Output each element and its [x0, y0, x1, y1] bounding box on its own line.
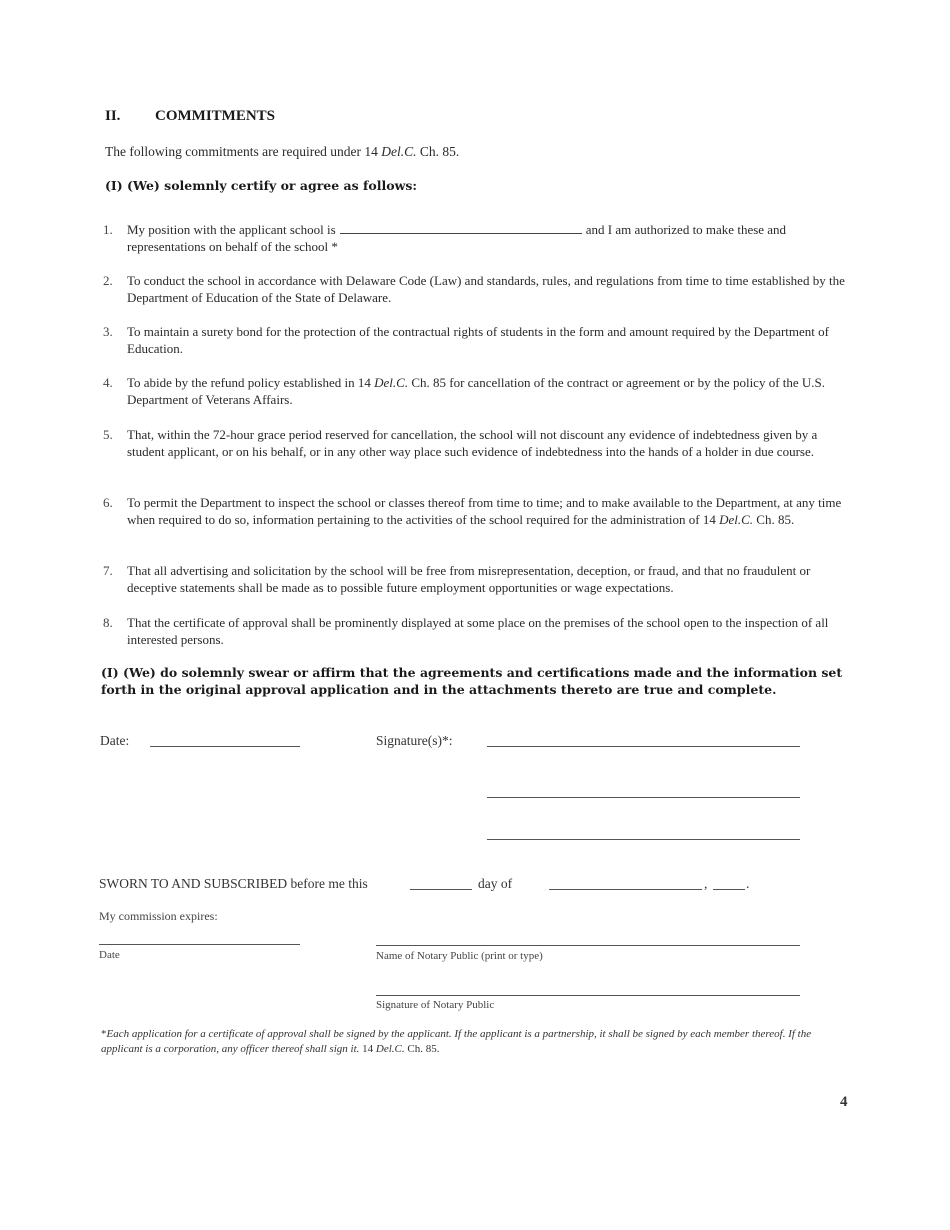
- item-text: and I am authorized to make these and representations on behalf of the school *: [127, 222, 787, 254]
- signature-line-3[interactable]: [487, 839, 800, 840]
- item-cite: Del.C.: [719, 512, 754, 527]
- commitment-item-4: [103, 374, 848, 408]
- notary-signature-line[interactable]: [376, 995, 800, 996]
- signature-line-2[interactable]: [487, 797, 800, 798]
- commitment-item-6: [103, 494, 848, 528]
- footnote: [101, 1027, 851, 1057]
- footnote-cite: Del.C.: [375, 1043, 405, 1055]
- commitment-item-7: [103, 562, 848, 596]
- item-text: To permit the Department to inspect the school or classes thereof from time to time; and to make available to the Department, at any time when required to do so, information pertaining to the activities of the school required for the administration of 14: [127, 495, 842, 527]
- commitment-item-8: [103, 614, 848, 648]
- section-title: COMMITMENTS: [155, 108, 275, 124]
- sworn-text: SWORN TO AND SUBSCRIBED before me this: [99, 876, 368, 891]
- item-number: 1.: [103, 222, 113, 237]
- commission-date-line[interactable]: [99, 944, 300, 945]
- commitment-item-1: [103, 221, 848, 255]
- commitment-item-2: [103, 272, 848, 306]
- position-input-line[interactable]: [340, 221, 582, 234]
- item-number: 5.: [103, 427, 113, 442]
- notary-name-caption: Name of Notary Public (print or type): [376, 950, 543, 962]
- date-label: Date:: [100, 733, 130, 748]
- item-cite: Del.C.: [374, 375, 409, 390]
- item-text: To maintain a surety bond for the protection of the contractual rights of students in the form and amount required by the Department of Education.: [127, 324, 829, 356]
- date-input-line[interactable]: [150, 746, 300, 747]
- page-number: 4: [840, 1094, 848, 1110]
- sworn-day-of: day of: [478, 876, 513, 891]
- footnote-post: Ch. 85.: [404, 1043, 440, 1055]
- sworn-period: .: [746, 876, 750, 891]
- item-text: That the certificate of approval shall be prominently displayed at some place on the premises of the school open to the inspection of all interested persons.: [127, 615, 829, 647]
- item-number: 3.: [103, 324, 113, 339]
- item-text: Ch. 85.: [753, 512, 795, 527]
- section-heading: [105, 108, 275, 125]
- item-text: To abide by the refund policy established in 14: [127, 375, 375, 390]
- item-number: 7.: [103, 563, 113, 578]
- sworn-year-line[interactable]: [713, 889, 745, 890]
- sworn-comma: ,: [704, 876, 708, 891]
- commission-label: My commission expires:: [99, 909, 218, 923]
- item-number: 4.: [103, 375, 113, 390]
- intro-pre: The following commitments are required under 14: [105, 144, 382, 159]
- sworn-month-line[interactable]: [549, 889, 702, 890]
- footnote-text: Each application for a certificate of approval shall be signed by the applicant. If the applicant is a partnership, it shall be signed by each member thereof. If the applicant is a corporation, any officer thereof shall sign it.: [101, 1028, 812, 1055]
- intro-post: Ch. 85.: [416, 144, 460, 159]
- item-text: Ch. 85 for cancellation of the contract or agreement or by the policy of the U.S. Department of Veterans Affairs.: [127, 375, 826, 407]
- footnote-star: *: [101, 1028, 107, 1040]
- notary-signature-caption: Signature of Notary Public: [376, 999, 495, 1011]
- swear-statement: (I) (We) do solemnly swear or affirm that the agreements and certifications made and the information set forth in the original approval application and in the attachments thereto are true and complete.: [101, 665, 843, 697]
- date-caption: Date: [99, 949, 120, 961]
- sworn-day-line[interactable]: [410, 889, 472, 890]
- item-number: 8.: [103, 615, 113, 630]
- item-text: My position with the applicant school is: [127, 222, 336, 237]
- item-number: 2.: [103, 273, 113, 288]
- intro-cite: Del.C.: [381, 144, 417, 159]
- intro-text: [105, 144, 459, 160]
- item-number: 6.: [103, 495, 113, 510]
- signature-line-1[interactable]: [487, 746, 800, 747]
- notary-name-line[interactable]: [376, 945, 800, 946]
- item-text: That, within the 72-hour grace period reserved for cancellation, the school will not discount any evidence of indebtedness given by a student applicant, or on his behalf, or in any other way place such evidence of indebtedness into the hands of a holder in due course.: [127, 427, 818, 459]
- signature-label: Signature(s)*:: [376, 733, 453, 748]
- commitment-item-5: [103, 426, 848, 460]
- commitment-item-3: [103, 323, 848, 357]
- item-text: That all advertising and solicitation by the school will be free from misrepresentation, deception, or fraud, and that no fraudulent or deceptive statements shall be made as to possible future employment opportunities or wage expectations.: [127, 563, 811, 595]
- item-text: To conduct the school in accordance with Delaware Code (Law) and standards, rules, and regulations from time to time established by the Department of Education of the State of Delaware.: [127, 273, 845, 305]
- section-number: II.: [105, 108, 121, 124]
- certify-heading: (I) (We) solemnly certify or agree as follows:: [105, 178, 418, 193]
- footnote-pre: 14: [359, 1043, 376, 1055]
